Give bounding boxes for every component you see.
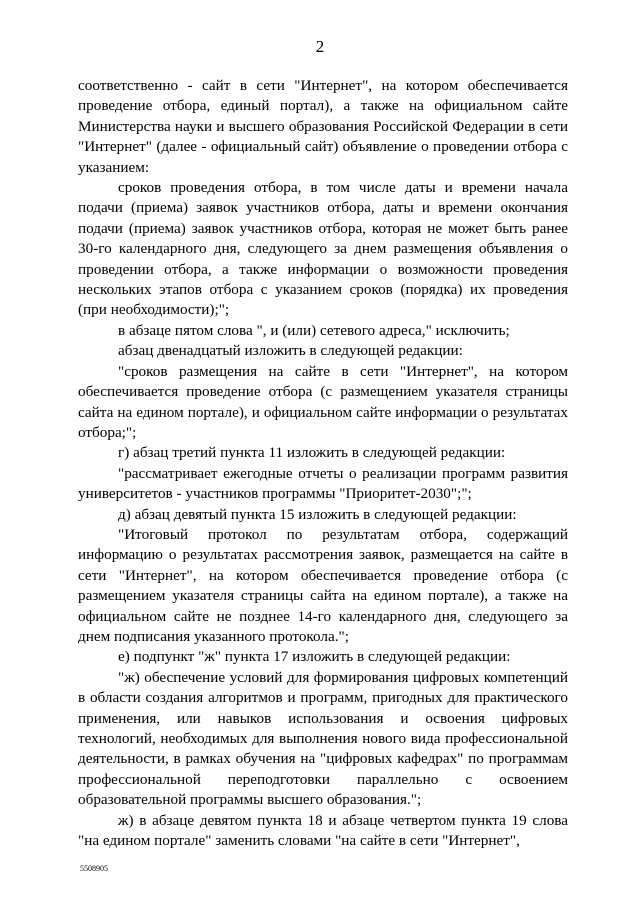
paragraph: е) подпункт "ж" пункта 17 изложить в следующей редакции:: [118, 648, 511, 666]
paragraph: д) абзац девятый пункта 15 изложить в следующей редакции:: [118, 505, 517, 523]
document-code: 5508905: [80, 864, 108, 873]
paragraph: абзац двенадцатый изложить в следующей редакции:: [118, 342, 463, 360]
document-body: [78, 76, 568, 851]
paragraph: г) абзац третий пункта 11 изложить в следующей редакции:: [118, 444, 506, 462]
paragraph: "рассматривает ежегодные отчеты о реализации программ развития университетов - участников программы "Приоритет-2030";";: [78, 464, 568, 503]
paragraph: соответственно - сайт в сети "Интернет", на котором обеспечивается проведение отбора, единый портал), а также на официальном сайте Министерства науки и высшего образования Российской Федерации в сети "Интернет" (далее - официальный сайт) объявление о проведении отбора с указанием:: [78, 77, 568, 176]
paragraph: сроков проведения отбора, в том числе даты и времени начала подачи (приема) заявок участников отбора, даты и времени окончания подачи (приема) заявок участников отбора, которая не может быть ранее 30-го календарного дня, следующего за днем размещения объявления о проведении отбора, а также информации о возможности проведения нескольких этапов отбора с указанием сроков (порядка) их проведения (при необходимости);";: [78, 179, 568, 319]
paragraph: "ж) обеспечение условий для формирования цифровых компетенций в области создания алгоритмов и программ, пригодных для практического применения, или навыков использования и освоения цифровых технологий, необходимых для выполнения нового вида профессиональной деятельности, в рамках обучения на "цифровых кафедрах" по программам профессиональной переподготовки параллельно с освоением образовательной программы высшего образования.";: [78, 668, 568, 809]
paragraph: в абзаце пятом слова ", и (или) сетевого адреса," исключить;: [118, 321, 510, 339]
paragraph: "сроков размещения на сайте в сети "Интернет", на котором обеспечивается проведение отбора (с размещением указателя страницы сайта на едином портале), и официальном сайте информации о результатах отбора;";: [78, 362, 568, 441]
page-number: 2: [315, 37, 325, 56]
paragraph: "Итоговый протокол по результатам отбора, содержащий информацию о результатах рассмотрения заявок, размещается на сайте в сети "Интернет", на котором обеспечивается проведение отбора (с размещением указателя страницы сайта на едином портале), а также на официальном сайте не позднее 14-го календарного дня, следующего за днем подписания указанного протокола.";: [78, 525, 568, 645]
paragraph: ж) в абзаце девятом пункта 18 и абзаце четвертом пункта 19 слова "на едином портале" заменить словами "на сайте в сети "Интернет",: [78, 811, 568, 850]
